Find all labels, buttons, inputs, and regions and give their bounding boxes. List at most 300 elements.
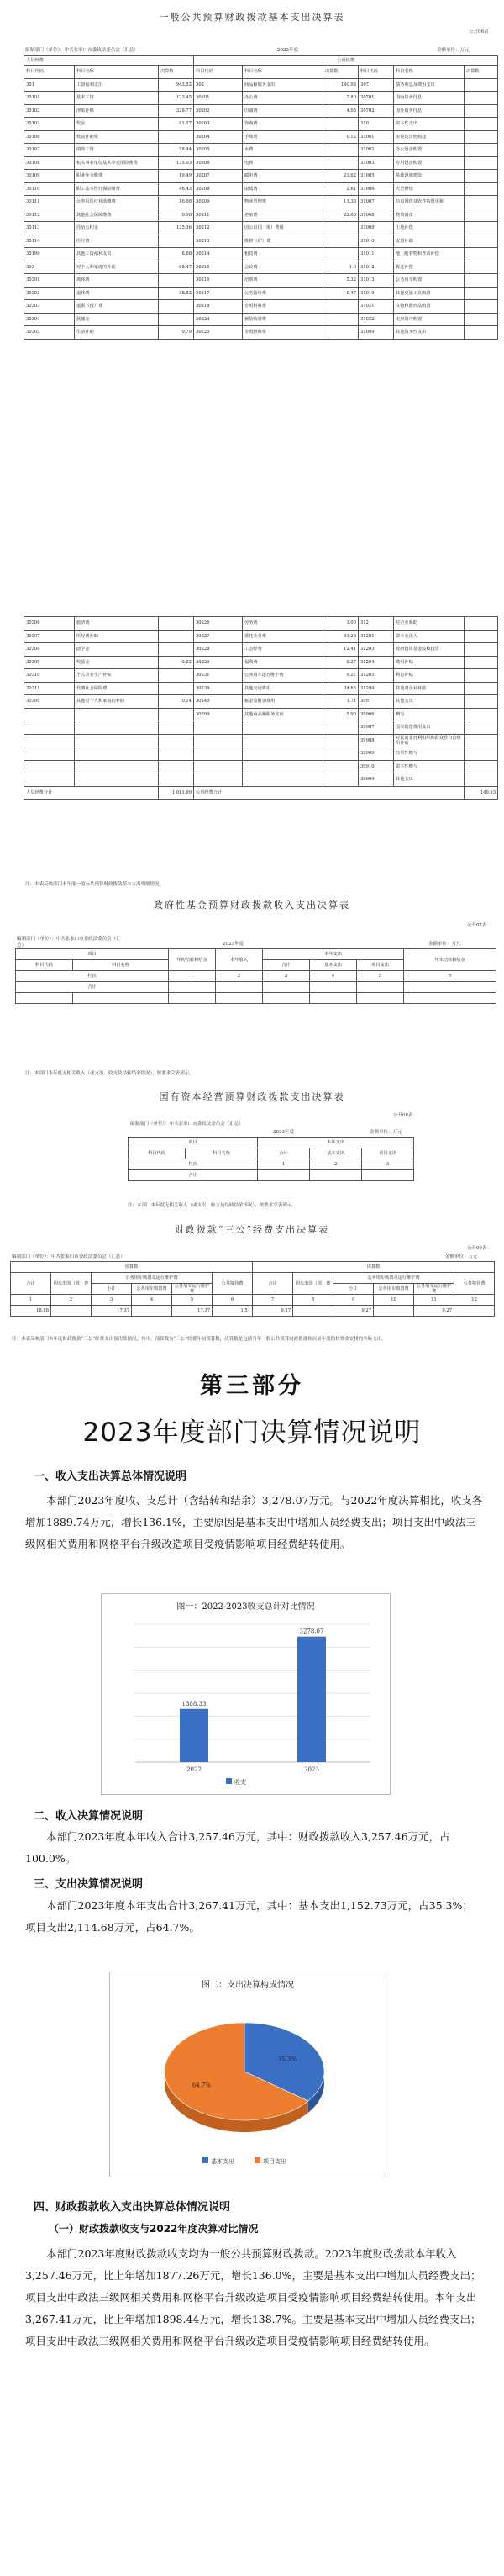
table-cell <box>465 617 498 631</box>
three-public-table-section <box>0 1219 504 1354</box>
table-cell: 68.47 <box>159 261 194 274</box>
state-capital-table-section <box>0 1085 504 1219</box>
table-row <box>24 326 498 340</box>
header-amount: 决算数 <box>159 66 194 79</box>
table-cell <box>465 747 498 761</box>
header-sum: 合计 <box>258 1148 310 1159</box>
table1-note: 注：本表反映部门本年度一般公共预算财政拨款基本支出明细情况。 <box>25 882 165 887</box>
table-cell: 30214 <box>194 248 243 261</box>
table-cell <box>159 708 194 721</box>
table-cell: 国外债务付息 <box>394 104 465 118</box>
table-cell: 1.71 <box>323 695 359 709</box>
table-row <box>24 156 498 170</box>
table-row <box>24 773 498 787</box>
table-cell: 30240 <box>194 695 243 709</box>
table-cell: 399 <box>359 695 394 709</box>
column-index: 5 <box>357 971 404 982</box>
table-cell <box>465 760 498 773</box>
table-cell: 基本工资 <box>75 92 159 105</box>
table-cell: 22.66 <box>323 209 359 222</box>
section3-heading: 三、支出决算情况说明 <box>34 1878 144 1891</box>
table2-title: 政府性基金预算财政拨款收入支出决算表 <box>154 900 350 911</box>
header-car: 公务用车购置及运行维护费 <box>92 1273 213 1284</box>
chart1-title: 图一：2022-2023收支总计对比情况 <box>176 1602 315 1612</box>
table-cell <box>194 734 243 747</box>
table-cell: 抚恤金 <box>75 313 159 326</box>
table-cell: 31002 <box>359 144 394 157</box>
table-cell: 其他资本性支出 <box>394 326 465 340</box>
header-name: 科目名称 <box>394 66 465 79</box>
table-cell <box>75 773 159 787</box>
table-cell: 30103 <box>24 118 75 131</box>
table-cell: 39907 <box>359 721 394 735</box>
table-cell: 资本金注入 <box>394 630 465 643</box>
table-cell: 国内债务付息 <box>394 92 465 105</box>
table-cell: 30399 <box>24 695 75 709</box>
table-cell <box>216 982 263 993</box>
table-cell: 个人农业生产补贴 <box>75 669 159 683</box>
table-cell <box>159 643 194 657</box>
header-code: 科目代码 <box>194 66 243 79</box>
table-cell <box>323 118 359 131</box>
table-row <box>24 721 498 735</box>
table-cell: 资本性支出 <box>394 118 465 131</box>
table-cell: 39910 <box>359 760 394 773</box>
table-cell: 135.03 <box>159 156 194 170</box>
table-cell <box>323 326 359 340</box>
table-cell: 39908 <box>359 734 394 747</box>
table-cell <box>243 747 323 761</box>
column-index: 12 <box>454 1295 495 1306</box>
table-cell: 30302 <box>24 287 75 300</box>
table-cell: 16.68 <box>159 196 194 209</box>
table-cell: 30215 <box>194 261 243 274</box>
header-amount: 决算数 <box>465 66 498 79</box>
table-cell: 商品和服务支出 <box>243 78 323 92</box>
table-cell: 医疗费补助 <box>75 630 159 643</box>
table-cell <box>75 708 159 721</box>
table-cell <box>323 747 359 761</box>
table-cell: 9.02 <box>159 656 194 669</box>
table-cell: 生活补助 <box>75 326 159 340</box>
header-name: 科目名称 <box>243 66 323 79</box>
table-cell: 其他支出 <box>394 695 465 709</box>
table-row <box>24 287 498 300</box>
table-row <box>24 182 498 196</box>
total-public-value: 140.93 <box>465 786 498 800</box>
table-cell: 30208 <box>194 182 243 196</box>
bar <box>180 1709 208 1762</box>
table-cell <box>465 682 498 695</box>
header-final: 决算数 <box>253 1262 495 1273</box>
table-cell: 30201 <box>194 92 243 105</box>
table-cell <box>263 982 310 993</box>
table-cell <box>357 993 404 1004</box>
table-cell: 专用材料费 <box>243 300 323 314</box>
table-row <box>24 235 498 248</box>
header-car-run: 公务用车运行维护费 <box>172 1284 213 1295</box>
column-index: 7 <box>253 1295 293 1306</box>
table-cell: 其他工资福利支出 <box>75 248 159 261</box>
table-row <box>24 222 498 235</box>
table-cell: 30205 <box>194 144 243 157</box>
header-end: 年末结转和结余 <box>404 949 496 971</box>
table-cell: 30102 <box>24 104 75 118</box>
table-cell <box>465 130 498 144</box>
table-row <box>24 118 498 131</box>
table-cell <box>465 248 498 261</box>
table-cell <box>24 773 75 787</box>
table-row <box>24 104 498 118</box>
table-cell: 退职（役）费 <box>75 300 159 314</box>
table-cell <box>310 1170 362 1181</box>
table3-money-unit: 金额单位：万元 <box>370 1130 402 1135</box>
header-code: 科目代码 <box>359 66 394 79</box>
legend-label: 项目支出 <box>263 2158 286 2165</box>
table-cell: 30203 <box>194 118 243 131</box>
table-cell <box>159 630 194 643</box>
table-cell: 302 <box>194 78 243 92</box>
data-label: 64.7% <box>192 2082 212 2089</box>
basic-expense-table-continued <box>24 616 498 800</box>
table-cell <box>24 760 75 773</box>
section4-subheading: （一）财政拨款收支与2022年度决算对比情况 <box>49 2223 259 2235</box>
column-index: 5 <box>172 1295 213 1306</box>
table-cell <box>454 1306 495 1317</box>
total-person-value: 1,011.99 <box>159 786 194 800</box>
table-cell: 19.49 <box>159 170 194 183</box>
table-cell <box>159 274 194 288</box>
column-index: 9 <box>333 1295 374 1306</box>
header-car-run: 公务用车运行维护费 <box>414 1284 454 1295</box>
header-person: 人员经费 <box>24 56 194 66</box>
table-cell <box>465 287 498 300</box>
table-cell <box>194 760 243 773</box>
table-cell: 30225 <box>194 326 243 340</box>
header-basic: 基本支出 <box>310 960 357 971</box>
table3-unit-org: 编制部门（单位）：中共张家口市委政法委员会（汇总） <box>130 1122 244 1127</box>
table-cell: 对民间非营利组织和群众性自治组织补贴 <box>394 734 465 747</box>
table-cell: 无形资产购置 <box>394 313 465 326</box>
table-cell <box>194 721 243 735</box>
table-cell: 助学金 <box>75 643 159 657</box>
table-cell: 4.05 <box>323 104 359 118</box>
table-cell: 30301 <box>24 274 75 288</box>
table-cell: 其他对个人和家庭的补助 <box>75 695 159 709</box>
table-cell <box>465 274 498 288</box>
table-cell: 公务接待费 <box>243 287 323 300</box>
table-cell: 30309 <box>24 656 75 669</box>
table-row <box>24 196 498 209</box>
table-cell: 奖金 <box>75 118 159 131</box>
table4-title: 财政拨款“三公”经费支出决算表 <box>174 1224 330 1235</box>
header-begin: 年初结转和结余 <box>169 949 216 971</box>
table-cell <box>465 235 498 248</box>
table-cell <box>24 721 75 735</box>
table-cell <box>16 993 73 1004</box>
table-cell: 其他对企业补助 <box>394 682 465 695</box>
column-index-label: 栏次 <box>16 971 169 982</box>
table-row <box>24 300 498 314</box>
table-cell: 大型修缮 <box>394 182 465 196</box>
gov-fund-table <box>15 948 496 1004</box>
table-cell <box>132 1306 172 1317</box>
table-cell <box>323 156 359 170</box>
header-car-buy: 公务用车购置费 <box>132 1284 172 1295</box>
table-cell: 30306 <box>24 617 75 631</box>
table-cell: 水费 <box>243 144 323 157</box>
table-cell <box>310 982 357 993</box>
table-row <box>24 130 498 144</box>
table-cell: 6.68 <box>159 248 194 261</box>
table-cell <box>159 682 194 695</box>
table2-number: 公开07表 <box>467 923 487 928</box>
table-cell: 30107 <box>24 144 75 157</box>
header-name: 科目名称 <box>75 66 159 79</box>
header-car-buy: 公务用车购置费 <box>374 1284 414 1295</box>
bar <box>297 1637 326 1762</box>
table-cell: 30702 <box>359 104 394 118</box>
table-cell <box>194 747 243 761</box>
data-label: 3278.07 <box>299 1628 324 1635</box>
table-cell: 培训费 <box>243 274 323 288</box>
table-row <box>24 630 498 643</box>
header-item: 项目 <box>129 1138 258 1148</box>
table-cell: 30202 <box>194 104 243 118</box>
column-index: 2 <box>51 1295 92 1306</box>
legend-swatch <box>226 1778 232 1784</box>
table-cell <box>75 760 159 773</box>
table-cell <box>323 144 359 157</box>
table-cell: 30311 <box>24 682 75 695</box>
table1-money-unit: 金额单位：万元 <box>437 48 470 53</box>
header-code: 科目代码 <box>129 1148 186 1159</box>
column-index: 6 <box>404 971 496 982</box>
header-amount: 决算数 <box>323 66 359 79</box>
table-cell: 31013 <box>359 274 394 288</box>
column-index-label: 栏次 <box>129 1159 258 1170</box>
table-cell <box>24 734 75 747</box>
table-cell: 5.90 <box>323 708 359 721</box>
table-cell <box>243 721 323 735</box>
table-cell <box>323 222 359 235</box>
table-cell: 物资储备 <box>394 209 465 222</box>
table-cell: 办公设备购置 <box>394 144 465 157</box>
table-cell: 30224 <box>194 313 243 326</box>
table4-note: 注：本表反映部门本年度财政拨款“三公”经费支出预决算情况。其中，预算数为“三公”经费年初预算数，决算数是包括当年一般公共预算财政拨款和以前年度结转资金安排的实际支出。 <box>12 1337 386 1342</box>
table-cell: 伙食补助费 <box>75 130 159 144</box>
table-cell: 电费 <box>243 156 323 170</box>
table-cell: 30106 <box>24 130 75 144</box>
table-cell: 58.44 <box>159 144 194 157</box>
table-cell <box>169 982 216 993</box>
table-cell: 安置补助 <box>394 235 465 248</box>
state-capital-table <box>128 1137 414 1181</box>
table-cell <box>73 993 169 1004</box>
table1-title: 一般公共预算财政拨款基本支出决算表 <box>159 12 345 23</box>
table-cell <box>323 721 359 735</box>
table-cell: 46.43 <box>159 182 194 196</box>
table-cell: 租赁费 <box>243 248 323 261</box>
table-cell <box>362 1170 414 1181</box>
table4-number: 公开09表 <box>467 1246 487 1251</box>
table-cell: 31012 <box>359 261 394 274</box>
section4-text: 本部门2023年度财政拨款收支均为一般公共预算财政拨款。2023年度财政拨款本年收入3,257.46万元，比上年增加1877.26万元，增长136.0%，主要是基本支出中增加人员经费支出；项目支出中政法三级网相关费用和网格平台升级改造项目受疫情影响项目经费结转使用。本年支出3,267.41万元，比上年增加1898.44万元，增长138.7%。主要是基本支出中增加人员经费支出；项目支出中政法三级网相关费用和网格平台升级改造项目受疫情影响项目经费结转使用。 <box>25 2247 481 2347</box>
section1-text: 本部门2023年度收、支总计（含结转和结余）3,278.07万元。与2022年度决算相比，收支各增加1889.74万元，增长136.1%，主要原因是基本支出中增加人员经费支出；项目支出中政法三级网相关费用和网格平台升级改造项目受疫情影响项目经费结转使用。 <box>25 1494 483 1550</box>
table-cell: 31019 <box>359 287 394 300</box>
table-cell: 9.27 <box>323 656 359 669</box>
table-cell <box>323 313 359 326</box>
table-cell <box>216 993 263 1004</box>
table-cell: 31204 <box>359 656 394 669</box>
table-cell: 30226 <box>194 617 243 631</box>
total-label: 合计 <box>129 1170 258 1181</box>
table-cell: 利息补贴 <box>394 669 465 683</box>
table-cell: 123.45 <box>159 92 194 105</box>
table-cell: 物业管理费 <box>243 196 323 209</box>
table-cell: 30111 <box>24 196 75 209</box>
header-project: 项目支出 <box>362 1148 414 1159</box>
table-cell <box>159 235 194 248</box>
table-cell <box>75 734 159 747</box>
table-cell: 0.12 <box>323 130 359 144</box>
column-index: 8 <box>293 1295 333 1306</box>
table-cell: 奖励金 <box>75 656 159 669</box>
table-cell: 会议费 <box>243 261 323 274</box>
table-cell: 政府投资基金股权投资 <box>394 643 465 657</box>
gov-fund-table-section <box>0 891 504 1085</box>
table-cell <box>357 982 404 993</box>
header-total: 合计 <box>253 1273 293 1295</box>
table-cell: 其他社会保障缴费 <box>75 209 159 222</box>
table-cell <box>243 773 323 787</box>
table-cell: 30204 <box>194 130 243 144</box>
table-cell: 30308 <box>24 643 75 657</box>
table-cell: 31007 <box>359 196 394 209</box>
table-cell: 债务利息及费用支出 <box>394 78 465 92</box>
table-cell <box>465 708 498 721</box>
table-cell <box>465 170 498 183</box>
table-cell: 312 <box>359 617 394 631</box>
table-cell: 39906 <box>359 708 394 721</box>
table-cell <box>465 313 498 326</box>
x-tick-label: 2022 <box>186 1766 202 1773</box>
table-cell <box>465 196 498 209</box>
table-cell <box>159 617 194 631</box>
table-cell <box>323 235 359 248</box>
table-cell: 委托业务费 <box>243 630 323 643</box>
table-cell: 31009 <box>359 222 394 235</box>
legend-swatch <box>202 2157 208 2163</box>
header-total: 合计 <box>11 1273 51 1295</box>
table-cell: 31205 <box>359 669 394 683</box>
table-cell: 125.36 <box>159 222 194 235</box>
header-abroad: 因公出国（境）费 <box>293 1273 333 1295</box>
table-cell <box>465 734 498 747</box>
table-cell: 140.93 <box>323 78 359 92</box>
table-cell <box>465 300 498 314</box>
table-cell: 30108 <box>24 156 75 170</box>
table-cell: 310 <box>359 118 394 131</box>
table-cell <box>465 118 498 131</box>
header-name: 科目名称 <box>73 960 169 971</box>
table-cell: 30218 <box>194 300 243 314</box>
header-income: 本年收入 <box>216 949 263 971</box>
table-cell <box>465 182 498 196</box>
table-cell <box>465 326 498 340</box>
table2-money-unit: 金额单位：万元 <box>428 942 461 947</box>
legend-label: 收支 <box>234 1779 246 1786</box>
section2-text: 本部门2023年度本年收入合计3,257.46万元，其中：财政拨款收入3,257.46万元，占100.0%。 <box>25 1830 450 1865</box>
table4-money-unit: 金额单位：万元 <box>445 1254 478 1259</box>
table-cell: 其他交通工具购置 <box>394 287 465 300</box>
table-cell <box>465 656 498 669</box>
table-cell: 机关事业单位基本养老保险缴费 <box>75 156 159 170</box>
table-cell: 邮电费 <box>243 170 323 183</box>
table-cell <box>404 982 496 993</box>
table2-note: 注：本部门本年度无相关收入（或支出、收支及结转结余情况），按要求空表列示。 <box>25 1071 194 1076</box>
table-row <box>24 760 498 773</box>
table-row <box>24 78 498 92</box>
table-cell <box>323 734 359 747</box>
table-cell: 31011 <box>359 248 394 261</box>
chart2-title: 图二：支出决算构成情况 <box>202 1981 294 1990</box>
table-cell: 30211 <box>194 209 243 222</box>
table-cell: 取暖费 <box>243 182 323 196</box>
table-row <box>24 170 498 183</box>
table-cell <box>159 747 194 761</box>
table-cell: 咨询费 <box>243 118 323 131</box>
header-abroad: 因公出国（境）费 <box>51 1273 92 1295</box>
table-cell: 1.00 <box>323 617 359 631</box>
part-label: 第三部分 <box>200 1373 304 1399</box>
table-cell: 国家赔偿费用支出 <box>394 721 465 735</box>
table-cell: 2.61 <box>323 182 359 196</box>
column-index: 1 <box>11 1295 51 1306</box>
table-cell: 差旅费 <box>243 209 323 222</box>
table-cell: 11.33 <box>323 196 359 209</box>
table4-unit-org: 编制部门（单位）：中共张家口市委政法委员会（汇总） <box>12 1254 125 1259</box>
main-title: 2023年度部门决算情况说明 <box>82 1417 422 1448</box>
table-cell: 0.98 <box>159 209 194 222</box>
total-person-label: 人员经费合计 <box>24 786 159 800</box>
table-cell <box>323 773 359 787</box>
column-index: 1 <box>258 1159 310 1170</box>
table-cell: 30207 <box>194 170 243 183</box>
table-cell <box>465 721 498 735</box>
table-cell: 30113 <box>24 222 75 235</box>
data-label: 35.3% <box>277 2056 297 2063</box>
table-cell <box>465 222 498 235</box>
x-tick-label: 2023 <box>304 1766 319 1773</box>
table-cell: 对企业补助 <box>394 617 465 631</box>
table-cell: 39999 <box>359 773 394 787</box>
header-item: 项目 <box>16 949 169 960</box>
table-cell: 303 <box>24 261 75 274</box>
table-cell <box>465 104 498 118</box>
column-index: 11 <box>414 1295 454 1306</box>
table3-title: 国有资本经营预算财政拨款支出决算表 <box>159 1091 345 1102</box>
table-cell: 31099 <box>359 326 394 340</box>
table-row <box>24 734 498 747</box>
table-cell <box>159 760 194 773</box>
table-cell: 30307 <box>24 630 75 643</box>
table-cell <box>194 773 243 787</box>
table-cell: 3.80 <box>323 92 359 105</box>
column-index: 4 <box>132 1295 172 1306</box>
header-code: 科目代码 <box>24 66 75 79</box>
table-cell: 1.0 <box>323 261 359 274</box>
